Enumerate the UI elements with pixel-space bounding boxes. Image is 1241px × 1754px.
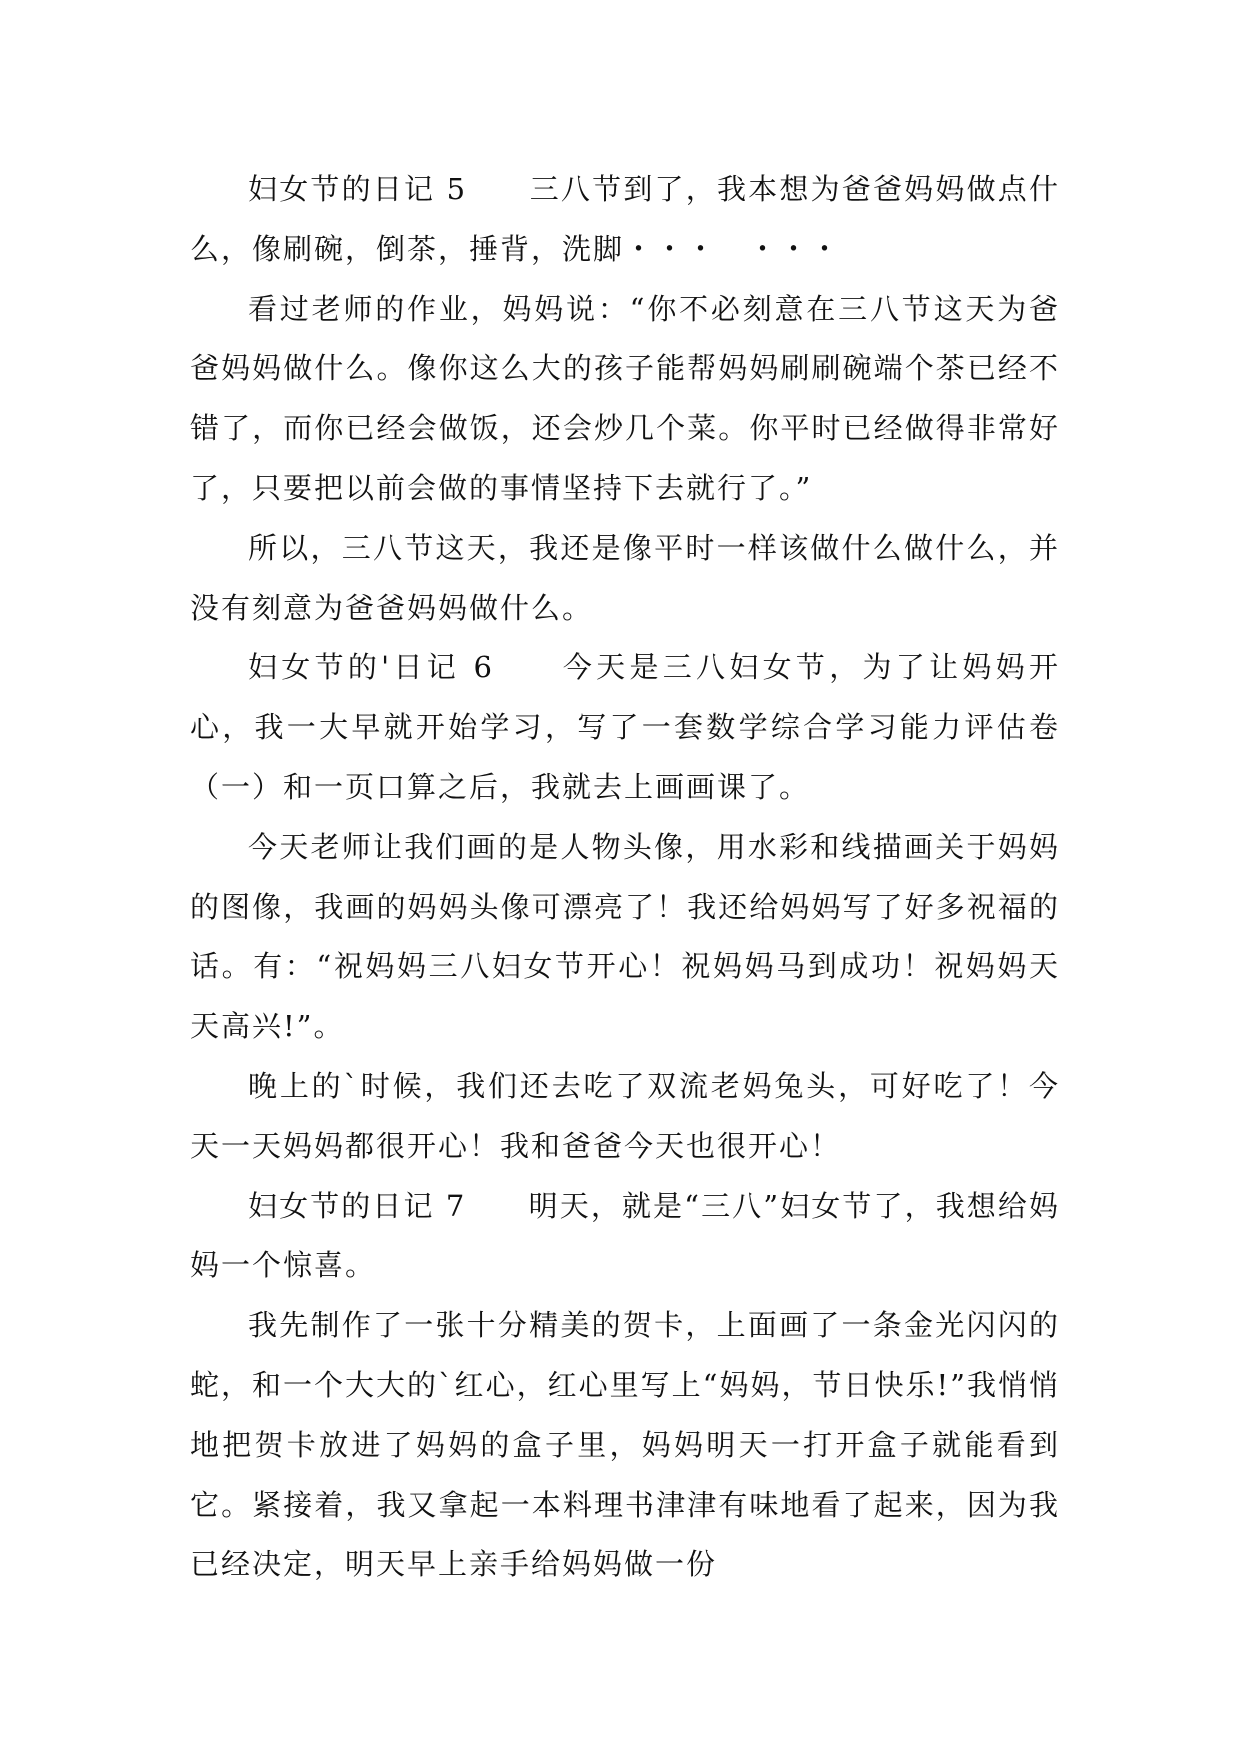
paragraph-7: 妇女节的日记 7 明天，就是“三八”妇女节了，我想给妈妈一个惊喜。	[190, 1188, 1060, 1283]
paragraph-2: 看过老师的作业，妈妈说：“你不必刻意在三八节这天为爸爸妈妈做什么。像你这么大的孩子能帮妈妈刷刷碗端个茶已经不错了，而你已经会做饭，还会炒几个菜。你平时已经做得非常好了，只要把以前会做的事情坚持下去就行了。”	[190, 291, 1060, 505]
paragraph-6: 晚上的`时候，我们还去吃了双流老妈兔头，可好吃了！今天一天妈妈都很开心！我和爸爸今天也很开心！	[190, 1068, 1060, 1163]
paragraph-5: 今天老师让我们画的是人物头像，用水彩和线描画关于妈妈的图像，我画的妈妈头像可漂亮了！我还给妈妈写了好多祝福的话。有：“祝妈妈三八妇女节开心！祝妈妈马到成功！祝妈妈天天高兴!”。	[190, 829, 1060, 1044]
paragraph-3: 所以，三八节这天，我还是像平时一样该做什么做什么，并没有刻意为爸爸妈妈做什么。	[190, 530, 1060, 625]
paragraph-8: 我先制作了一张十分精美的贺卡，上面画了一条金光闪闪的蛇，和一个大大的`红心，红心里写上“妈妈，节日快乐!”我悄悄地把贺卡放进了妈妈的盒子里，妈妈明天一打开盒子就能看到它。紧接着，我又拿起一本料理书津津有味地看了起来，因为我已经决定，明天早上亲手给妈妈做一份	[190, 1308, 1060, 1582]
document-page	[190, 160, 1060, 1595]
paragraph-1: 妇女节的日记 5 三八节到了，我本想为爸爸妈妈做点什么，像刷碗，倒茶，捶背，洗脚・・・ ・・・	[190, 172, 1060, 266]
paragraph-4: 妇女节的'日记 6 今天是三八妇女节，为了让妈妈开心，我一大早就开始学习，写了一套数学综合学习能力评估卷（一）和一页口算之后，我就去上画画课了。	[190, 650, 1060, 804]
